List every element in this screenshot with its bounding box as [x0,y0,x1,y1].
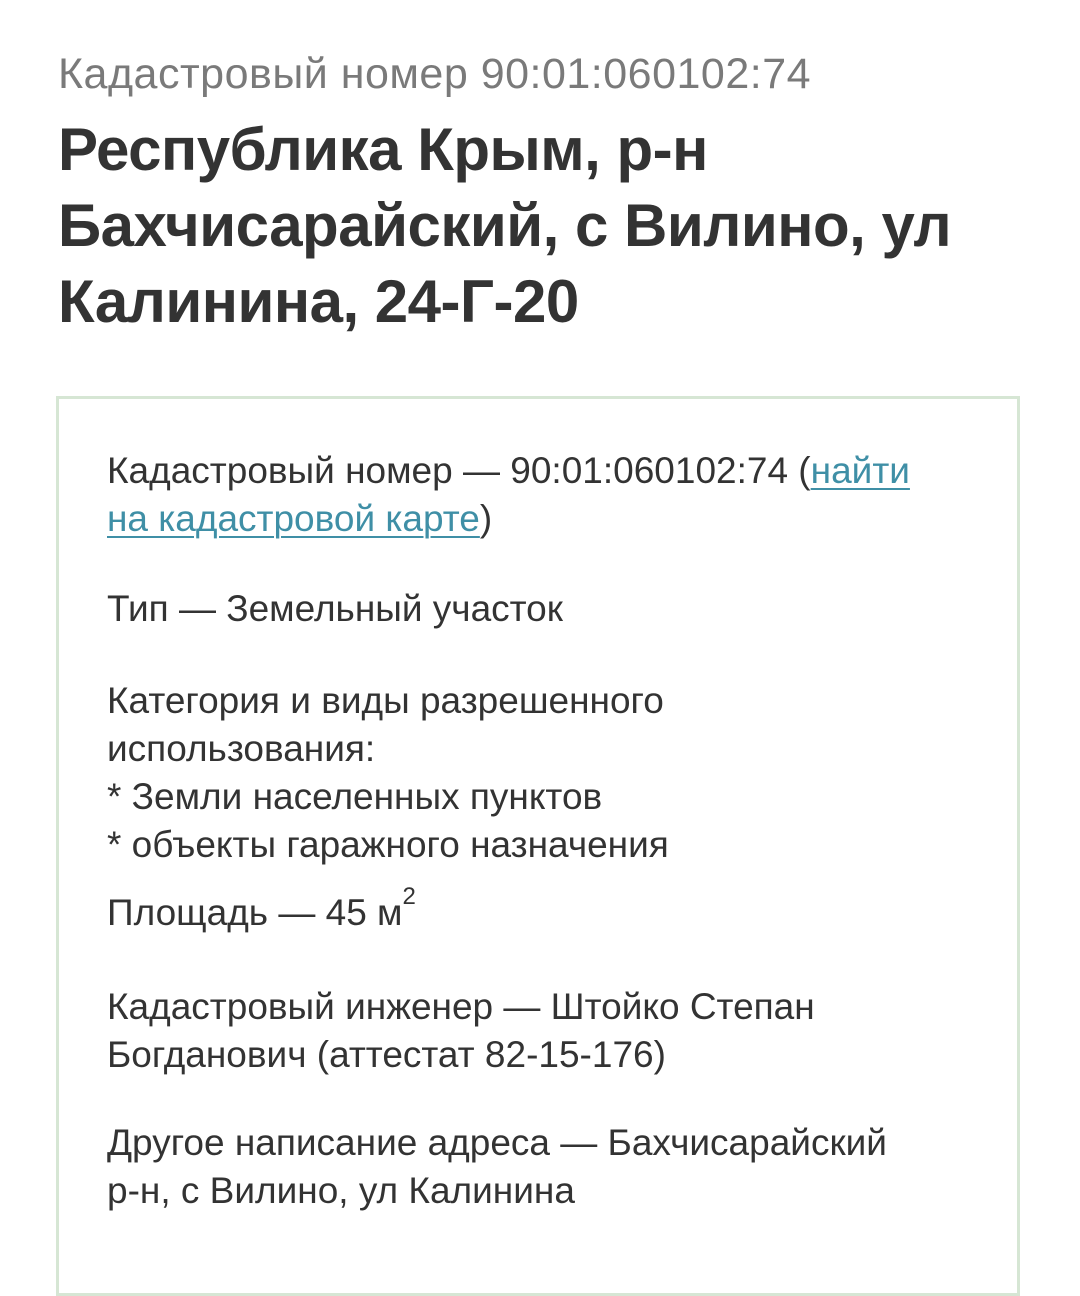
cadastral-number-line [107,495,987,543]
alt-address-row [107,1119,987,1215]
page-title [58,112,1048,340]
property-info-card [56,396,1020,1296]
area-text: Площадь — 45 м [107,892,403,933]
category-row [107,677,987,869]
title-line: Республика Крым, р-н [58,116,708,183]
find-on-cadastral-map-link[interactable]: на кадастровой карте [107,498,480,539]
engineer-line: Кадастровый инженер — Штойко Степан [107,986,815,1027]
cadastral-number-row [107,447,987,543]
area-row [107,883,987,937]
cadastral-number-text: Кадастровый номер — 90:01:060102:74 ( [107,450,811,491]
cadastral-number-line [107,447,987,495]
category-item: * объекты гаражного назначения [107,824,669,865]
area-unit-superscript: 2 [402,883,416,910]
cadastral-number-caption: Кадастровый номер 90:01:060102:74 [58,50,812,98]
title-line: Бахчисарайский, с Вилино, ул [58,192,952,259]
type-text: Тип — Земельный участок [107,588,563,629]
cadastral-number-suffix: ) [479,498,493,539]
alt-address-line: р-н, с Вилино, ул Калинина [107,1170,575,1211]
find-on-cadastral-map-link[interactable]: найти [810,450,910,491]
alt-address-line: Другое написание адреса — Бахчисарайский [107,1122,887,1163]
type-row [107,585,987,633]
category-label: Категория и виды разрешенного [107,680,664,721]
engineer-row [107,983,987,1079]
title-line: Калинина, 24-Г-20 [58,268,579,335]
engineer-line: Богданович (аттестат 82-15-176) [107,1034,666,1075]
category-label: использования: [107,728,376,769]
category-item: * Земли населенных пунктов [107,776,603,817]
area-line [107,883,987,937]
